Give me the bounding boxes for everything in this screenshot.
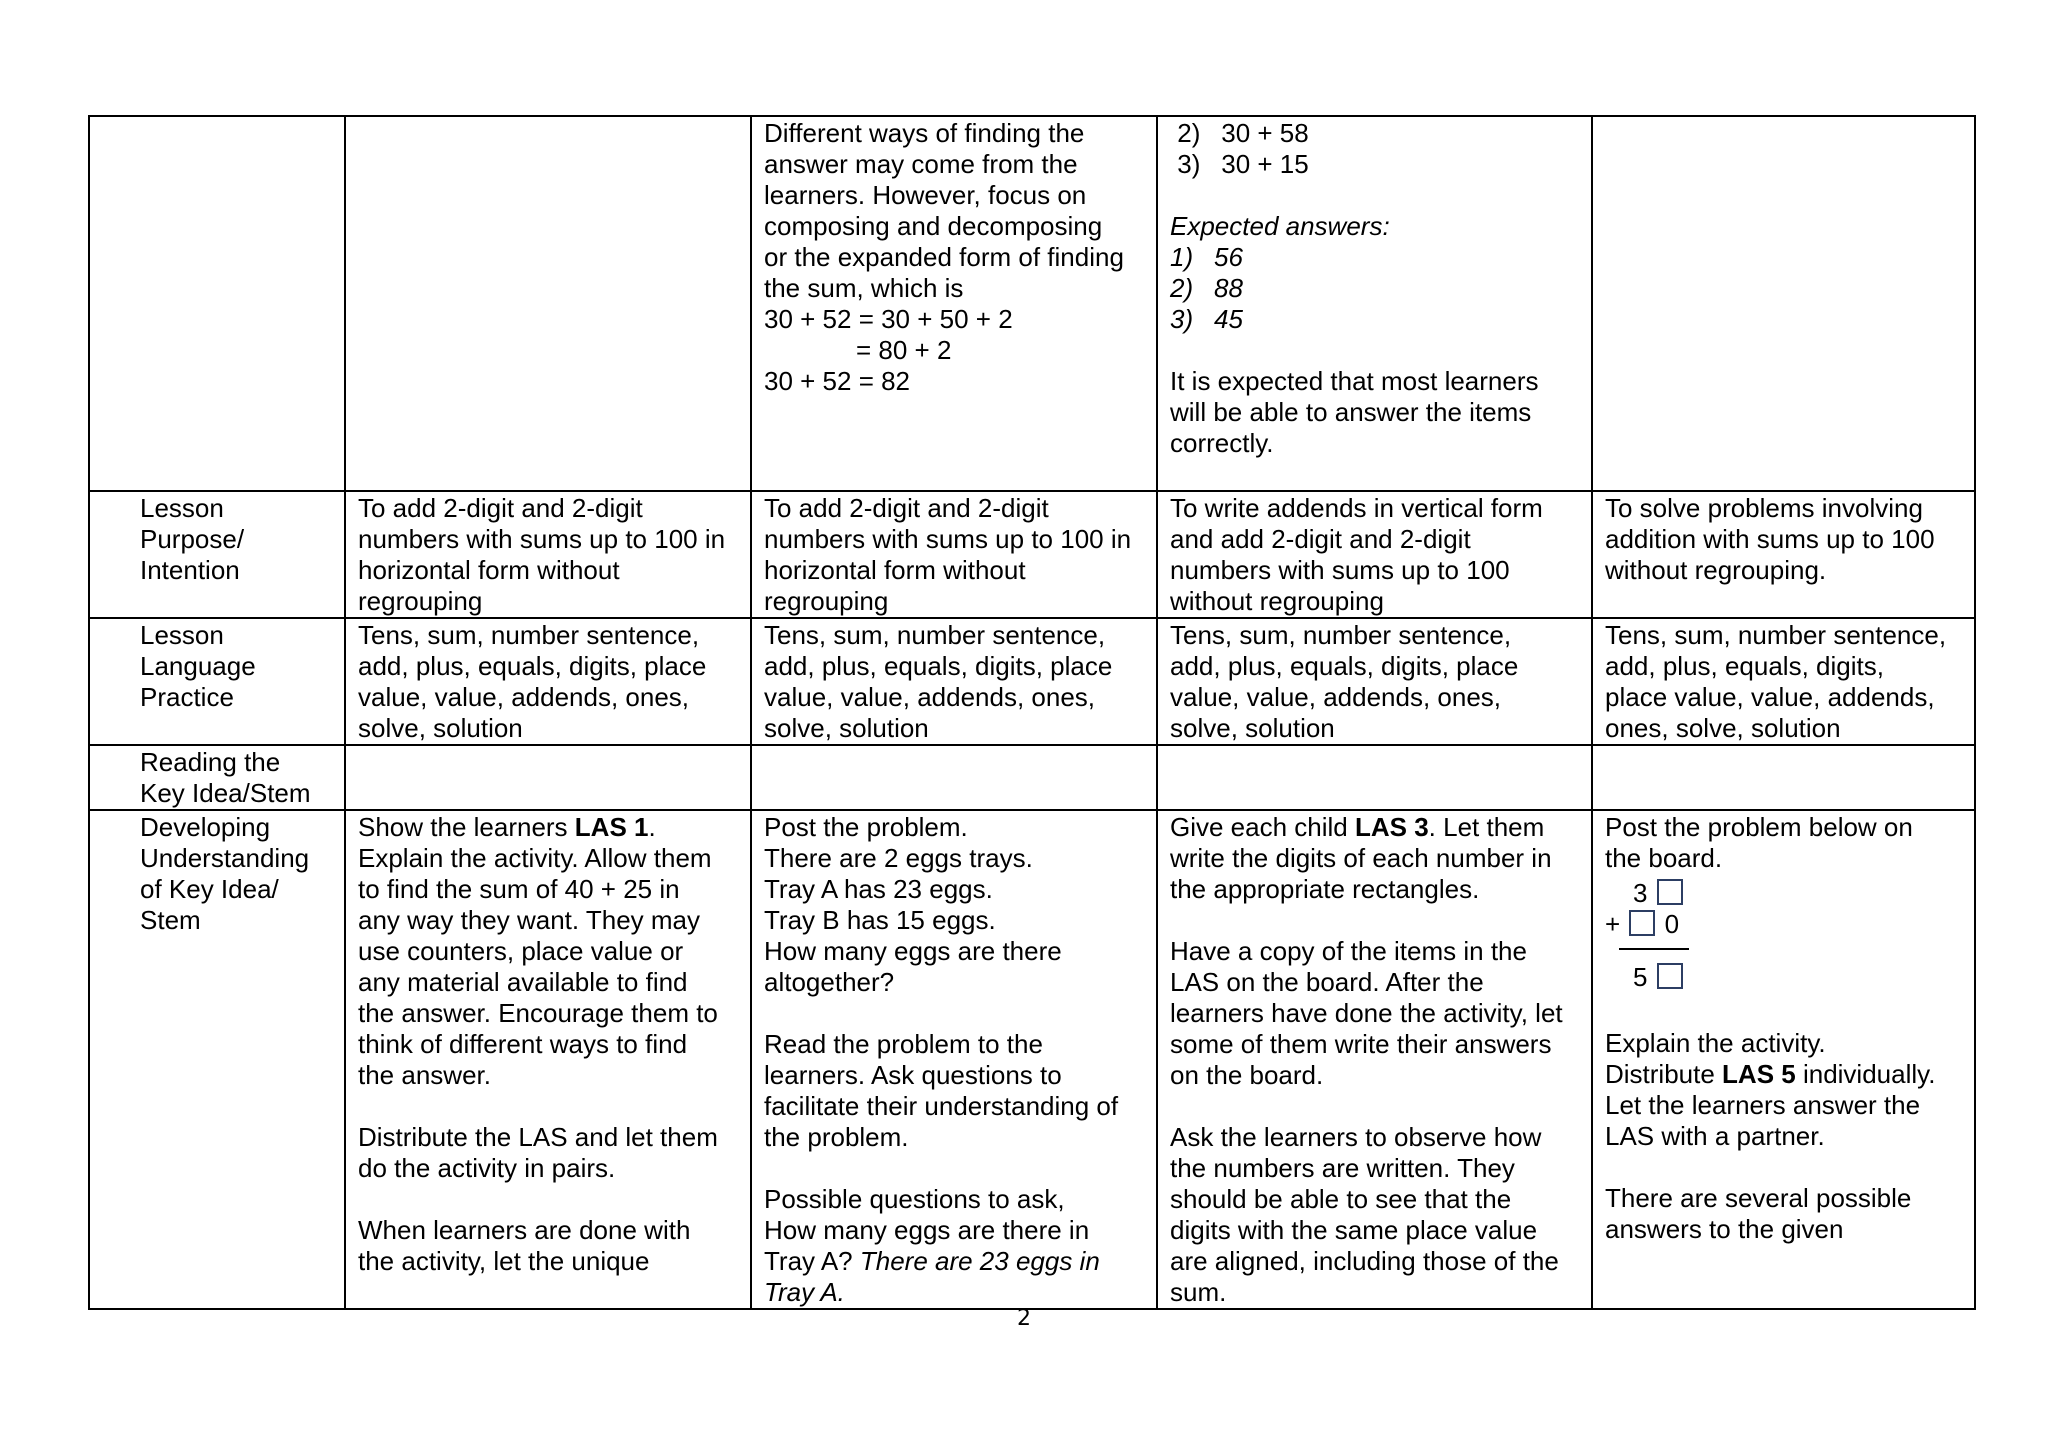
list-item: 3) 30 + 15: [1177, 149, 1309, 179]
text-line: composing and decomposing: [764, 211, 1103, 241]
expected-answers-heading: Expected answers:: [1170, 211, 1390, 241]
sum-divider-line: [1619, 948, 1689, 950]
table-row-reading: [89, 745, 1975, 810]
row-label-language: Lesson Language Practice: [89, 618, 345, 745]
cell-expected-answers: [1157, 116, 1592, 491]
text-line: the sum, which is: [764, 273, 964, 303]
cell-empty: [1157, 745, 1592, 810]
cell-language-day3: Tens, sum, number sentence, add, plus, equals, digits, place value, value, addends, ones, solve, solution: [1157, 618, 1592, 745]
text-line: will be able to answer the items: [1170, 397, 1532, 427]
cell-developing-day1: Show the learners LAS 1. Explain the activity. Allow them to find the sum of 40 + 25 in any way they want. They may use counters, place value or any material available to find the answer. Encourage them to think of different ways to find the answer. Distribute the LAS and let them do the activity in pairs. When learners are done with the activity, let the unique: [345, 810, 751, 1309]
cell-label-empty: [89, 116, 345, 491]
cell-expanded-form-note: [751, 116, 1157, 491]
cell-purpose-day3: To write addends in vertical form and add 2-digit and 2-digit numbers with sums up to 100 without regrouping: [1157, 491, 1592, 618]
table-row-purpose: [89, 491, 1975, 618]
cell-empty: [1592, 745, 1975, 810]
cell-language-day2: Tens, sum, number sentence, add, plus, equals, digits, place value, value, addends, ones, solve, solution: [751, 618, 1157, 745]
cell-purpose-day1: To add 2-digit and 2-digit numbers with sums up to 100 in horizontal form without regrouping: [345, 491, 751, 618]
row-label-purpose: Lesson Purpose/ Intention: [89, 491, 345, 618]
row-label-developing: Developing Understanding of Key Idea/ Stem: [89, 810, 345, 1309]
list-item: 1) 56: [1170, 242, 1243, 272]
table-row-developing: [89, 810, 1975, 1309]
cell-purpose-day4: To solve problems involving addition with sums up to 100 without regrouping.: [1592, 491, 1975, 618]
vertical-addition-problem: 3 + 0 5: [1605, 878, 1962, 993]
list-item: 2) 88: [1170, 273, 1243, 303]
lesson-plan-table: [88, 115, 1976, 1310]
cell-empty: [345, 116, 751, 491]
cell-empty: [751, 745, 1157, 810]
text-line: It is expected that most learners: [1170, 366, 1539, 396]
text-line: or the expanded form of finding: [764, 242, 1124, 272]
equation-line: = 80 + 2: [856, 335, 952, 365]
cell-purpose-day2: To add 2-digit and 2-digit numbers with sums up to 100 in horizontal form without regrouping: [751, 491, 1157, 618]
cell-empty: [1592, 116, 1975, 491]
list-item: 3) 45: [1170, 304, 1243, 334]
cell-language-day4: Tens, sum, number sentence, add, plus, equals, digits, place value, value, addends, ones, solve, solution: [1592, 618, 1975, 745]
cell-language-day1: Tens, sum, number sentence, add, plus, equals, digits, place value, value, addends, ones, solve, solution: [345, 618, 751, 745]
list-item: 2) 30 + 58: [1177, 118, 1309, 148]
cell-developing-day2: Post the problem. There are 2 eggs trays. Tray A has 23 eggs. Tray B has 15 eggs. How many eggs are there altogether? Read the problem to the learners. Ask questions to facilitate their understanding of the problem. Possible questions to ask, How many eggs are there in Tray A? There are 23 eggs in Tray A.: [751, 810, 1157, 1309]
table-row-language: [89, 618, 1975, 745]
text-line: correctly.: [1170, 428, 1274, 458]
row-label-reading: Reading the Key Idea/Stem: [89, 745, 345, 810]
equation-line: 30 + 52 = 30 + 50 + 2: [764, 304, 1013, 334]
text-line: Different ways of finding the: [764, 118, 1085, 148]
cell-developing-day3: Give each child LAS 3. Let them write the digits of each number in the appropriate rectangles. Have a copy of the items in the LAS on the board. After the learners have done the activity, let some of them write their answers on the board. Ask the learners to observe how the numbers are written. They should be able to see that the digits with the same place value are aligned, including those of the sum.: [1157, 810, 1592, 1309]
table-row-continuation: [89, 116, 1975, 491]
cell-developing-day4: Post the problem below on the board. 3 + 0 5 Explain the activity. Distribute LAS 5 individually. Let the learners answer the LAS with a partner. There are several possible answers to the given: [1592, 810, 1975, 1309]
answer-box: [1657, 963, 1683, 989]
answer-box: [1657, 879, 1683, 905]
text-line: learners. However, focus on: [764, 180, 1087, 210]
answer-box: [1629, 910, 1655, 936]
page-number: 2: [1017, 1306, 1031, 1331]
equation-line: 30 + 52 = 82: [764, 366, 911, 396]
text-line: answer may come from the: [764, 149, 1078, 179]
cell-empty: [345, 745, 751, 810]
